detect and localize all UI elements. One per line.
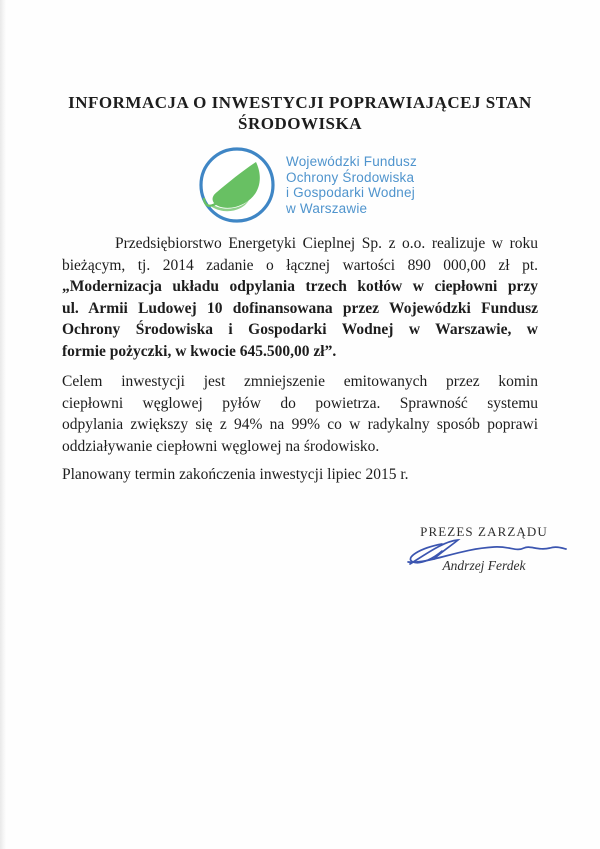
signature-name: Andrzej Ferdek	[442, 558, 526, 573]
paragraph-line: Celem inwestycji jest zmniejszenie emitowanych przez komin	[62, 373, 538, 390]
paragraph-line: formie pożyczki, w kwocie 645.500,00 zł”.	[62, 342, 337, 360]
signature-role: PREZES ZARZĄDU	[420, 524, 548, 539]
paragraph-line: „Modernizacja układu odpylania trzech kotłów w ciepłowni przy	[62, 278, 538, 295]
signature-block	[398, 524, 570, 573]
paragraph-investment-info	[62, 233, 538, 362]
document-title	[0, 0, 600, 134]
document-body	[62, 233, 538, 486]
paragraph-line: Planowany termin zakończenia inwestycji lipiec 2015 r.	[62, 466, 409, 483]
scan-edge-artifact	[0, 0, 6, 849]
paragraph-line: oddziaływanie ciepłowni węglowej na środowisko.	[62, 437, 380, 455]
paragraph-line: Przedsiębiorstwo Energetyki Cieplnej Sp. z o.o. realizuje w roku	[115, 235, 538, 252]
paragraph-line: Ochrony Środowiska i Gospodarki Wodnej w Warszawie, w	[62, 321, 538, 338]
paragraph-line: ul. Armii Ludowej 10 dofinansowana przez Wojewódzki Fundusz	[62, 299, 538, 317]
wfosigw-logo	[0, 145, 600, 225]
paragraph-line: bieżącym, tj. 2014 zadanie o łącznej wartości 890 000,00 zł pt.	[62, 256, 538, 274]
logo-text-line2: Ochrony Środowiska	[286, 169, 415, 185]
logo-wordmark	[286, 154, 417, 216]
leaf-circle-logo-icon	[197, 145, 277, 225]
paragraph-line: odpylania zwiększy się z 94% na 99% co w radykalny sposób poprawi	[62, 416, 538, 433]
logo-text-line1: Wojewódzki Fundusz	[286, 154, 417, 169]
document-title-line2: ŚRODOWISKA	[237, 114, 363, 133]
logo-text-line4: w Warszawie	[286, 200, 368, 216]
paragraph-line: ciepłowni węglowej pyłów do powietrza. Sprawność systemu	[62, 394, 538, 412]
document-title-line1: INFORMACJA O INWESTYCJI POPRAWIAJĄCEJ STAN	[68, 93, 532, 112]
paragraph-investment-goal	[62, 371, 538, 457]
logo-text-line3: i Gospodarki Wodnej	[286, 185, 415, 200]
paragraph-deadline	[62, 464, 538, 486]
